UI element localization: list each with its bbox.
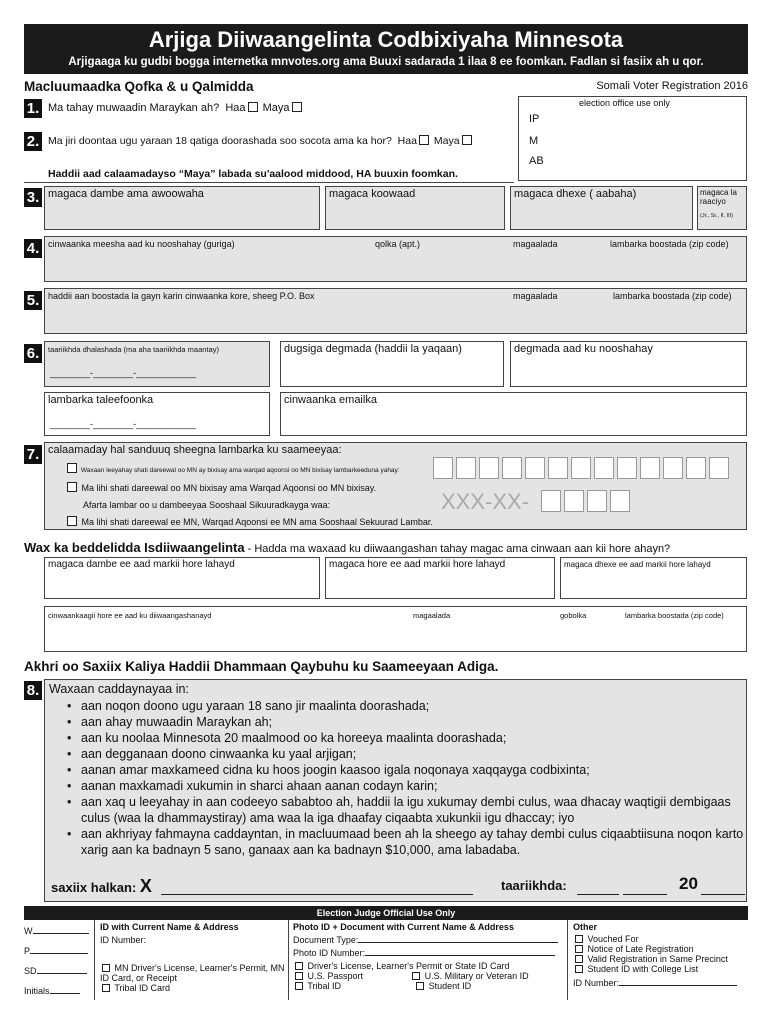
prev-middle-name-field[interactable]: [560, 557, 747, 599]
footer-col2: [293, 920, 563, 991]
oath-item: • aan noqon doono ugu yaraan 18 sano jir maalinta doorashada;: [45, 698, 745, 714]
oath-item: • aan degganaan doono cinwaanka ku yaal arjigan;: [45, 746, 745, 762]
form-subtitle: Arjigaaga ku gudbi bogga internetka mnvotes.org ama Buuxi sadarada 1 ilaa 8 ee foomkan. Fadlan si fasiix ah u qor.: [68, 56, 704, 68]
official-use-bar: Election Judge Official Use Only: [24, 906, 748, 920]
oath-item: • aan xaq u leeyahay in aan codeeyo sababtoo ah, haddii la igu xukumay dembi culus, waa dhacay waqtigii dembigaas culus (waa la dhammaystiray) ama waa la iga dhaafay ciqaabta xukunkii igu dhaccay; iyo: [45, 794, 745, 826]
mailing-zip-label: lambarka boostada (zip code): [613, 291, 732, 301]
oath-intro: Waxaan caddaynayaa in:: [49, 682, 189, 696]
col3-opt: Student ID with College List: [587, 964, 699, 974]
suffix-label: magaca la raaciyo: [700, 188, 737, 206]
id-option-1-text: Waxaan leeyahay shati dareewal oo MN ay bixisay ama warqad aqoonsi oo MN bixisay lambarkeeduna yahay:: [80, 467, 400, 474]
s6-number: 6.: [24, 344, 42, 363]
id-option-2-checkbox[interactable]: [67, 482, 77, 492]
col1-id: ID Number:: [100, 935, 147, 945]
prev-last-name-label: magaca dambe ee aad markii hore lahayd: [48, 559, 235, 570]
school-district-label: dugsiga degmada (haddii la yaqaan): [284, 343, 462, 355]
s3-number: 3.: [24, 188, 42, 207]
q2-no-checkbox[interactable]: [462, 135, 472, 145]
footer-divider: [288, 920, 289, 1000]
id-option-2: [65, 482, 376, 493]
phone-blank: ________-________-____________: [50, 419, 197, 429]
col1-title: ID with Current Name & Address: [100, 922, 239, 932]
q2-note: Haddii aad calaamadayso “Maya” labada su'aalood middood, HA buuxin foomkan.: [48, 168, 458, 180]
footer-col1: [100, 920, 286, 993]
col1-opt2: Tribal ID Card: [100, 983, 286, 993]
office-ab: AB: [529, 155, 544, 167]
col3-opt: Valid Registration in Same Precinct: [587, 954, 728, 964]
q2-number: 2.: [24, 132, 42, 151]
q2-text: Ma jiri doontaa ugu yaraan 18 qatiga doorashada soo socota ama ka hor?: [48, 135, 392, 147]
ssn-last4-boxes[interactable]: [541, 490, 633, 517]
zip-label: lambarka boostada (zip code): [610, 239, 729, 249]
s4-number: 4.: [24, 239, 42, 258]
date-label: taariikhda:: [501, 878, 567, 893]
s8-heading: Akhri oo Saxiix Kaliya Haddii Dhammaan Qaybuhu ku Saameeyaan Adiga.: [24, 659, 499, 674]
first-name-field[interactable]: [325, 186, 505, 230]
form-header: [24, 24, 748, 74]
office-use-box: [518, 96, 747, 181]
id-option-1-checkbox[interactable]: [67, 463, 77, 473]
mailing-address-label: haddii aan boostada la gayn karin cinwaanka kore, sheeg P.O. Box: [48, 291, 315, 301]
prev-address-label: cinwaankaagii hore ee aad ku diiwaangashanayd: [48, 611, 212, 620]
q2-question: [48, 135, 474, 147]
prev-state-label: gobolka: [560, 611, 587, 620]
prev-first-name-field[interactable]: [325, 557, 555, 599]
id-option-3-text: Ma lihi shati dareewal ee MN, Warqad Aqoonsi ee MN ama Sooshaal Sekuurad Lambar.: [81, 517, 433, 527]
q1-yes-checkbox[interactable]: [248, 102, 258, 112]
residence-address-field[interactable]: [44, 236, 747, 282]
q1-no-label: Maya: [262, 102, 290, 114]
footer-w: W: [24, 926, 92, 936]
q2-yes-label: Haa: [397, 135, 417, 147]
id-title: calaamaday hal sanduuq sheegna lambarka ku saameeyaa:: [48, 444, 342, 456]
first-name-label: magaca koowaad: [329, 188, 416, 200]
prev-city-label: magaalada: [413, 611, 451, 620]
county-field[interactable]: [510, 341, 747, 387]
date-month-line[interactable]: [577, 894, 619, 895]
prev-first-name-label: magaca hore ee aad markii hore lahayd: [329, 559, 506, 570]
form-title: Arjiga Diiwaangelinta Codbixiyaha Minnesota: [148, 27, 624, 52]
col3-title: Other: [573, 922, 598, 932]
id-option-1: [65, 463, 400, 474]
oath-item: • aan ahay muwaadin Maraykan ah;: [45, 714, 745, 730]
oath-list: [45, 698, 745, 858]
col3-opt: Notice of Late Registration: [587, 944, 694, 954]
prev-last-name-field[interactable]: [44, 557, 320, 599]
signature-x: X: [139, 876, 152, 896]
license-number-boxes[interactable]: [433, 457, 732, 484]
footer-col3: [573, 920, 749, 988]
date-day-line[interactable]: [623, 894, 667, 895]
signature-line[interactable]: [161, 894, 473, 895]
footer-divider: [567, 920, 568, 1000]
q1-text: Ma tahay muwaadin Maraykan ah?: [48, 102, 220, 114]
col2-opt1: Driver's License, Learner's Permit or State ID Card: [293, 961, 563, 971]
prev-registration-subtitle: - Hadda ma waxaad ku diiwaangashan tahay magac ama cinwaan aan kii hore ahayn?: [247, 543, 671, 555]
prev-registration-heading: [24, 540, 670, 555]
col2-photo: Photo ID Number:: [293, 948, 563, 958]
col3-id: ID Number:: [573, 978, 749, 988]
middle-name-label: magaca dhexe ( aabaha): [514, 188, 637, 200]
oath-item: • aanan maxkamadi xukumin in sharci ahaan aanan codayn karin;: [45, 778, 745, 794]
footer-initials: Initials: [24, 986, 92, 996]
prev-address-field[interactable]: [44, 606, 747, 652]
q2-divider: [24, 182, 514, 183]
col2-doc: Document Type:: [293, 935, 563, 945]
footer-p: P: [24, 946, 92, 956]
county-label: degmada aad ku nooshahay: [514, 343, 653, 355]
date-year-line[interactable]: [701, 894, 745, 895]
q2-yes-checkbox[interactable]: [419, 135, 429, 145]
phone-label: lambarka taleefoonka: [48, 394, 154, 406]
col2-opt4-5: Tribal ID Student ID: [293, 981, 563, 991]
col2-title: Photo ID + Document with Current Name & Address: [293, 922, 514, 932]
city-label: magaalada: [513, 239, 558, 249]
form-version: Somali Voter Registration 2016: [596, 80, 748, 92]
id-option-2b-text: Afarta lambar oo u dambeeyaa Sooshaal Sikuuradkayga waa:: [83, 500, 331, 510]
s5-number: 5.: [24, 291, 42, 310]
suffix-examples: (Jr., Sr., II, III): [700, 213, 734, 219]
q1-yes-label: Haa: [225, 102, 246, 114]
office-use-label: election office use only: [579, 98, 670, 108]
suffix-field[interactable]: [697, 186, 747, 230]
phone-field[interactable]: [44, 392, 270, 436]
q1-question: [48, 102, 304, 114]
oath-section: [44, 679, 747, 902]
footer-sd: SD: [24, 966, 92, 976]
signature-label: saxiix halkan:: [51, 880, 137, 895]
col3-opt: Vouched For: [587, 934, 639, 944]
prev-middle-name-label: magaca dhexe ee aad markii hore lahayd: [564, 560, 711, 569]
q1-no-checkbox[interactable]: [292, 102, 302, 112]
residence-address-label: cinwaanka meesha aad ku nooshahay (guriga): [48, 239, 235, 249]
oath-item: • aan akhriyay fahmayna caddayntan, in macluumaad been ah la sheego ay tahay dembi culus ciqaabtiisuna noqon karto xarig aan ka badnayn 5 sano, ganaax aan ka badnayn $10,000, ama labadaba.: [45, 826, 745, 858]
date-year-prefix: 20: [679, 874, 698, 893]
dob-label: taariikhda dhalashada (ma aha taariikhda maantay): [48, 345, 219, 354]
id-option-3-checkbox[interactable]: [67, 516, 77, 526]
email-field[interactable]: [280, 392, 747, 436]
last-name-label: magaca dambe ama awoowaha: [48, 188, 204, 200]
prev-registration-title: Wax ka beddelidda Isdiiwaangelinta: [24, 540, 245, 555]
id-option-2-text: Ma lihi shati dareewal oo MN bixisay ama Warqad Aqoonsi oo MN bixisay.: [81, 483, 377, 493]
apt-label: qolka (apt.): [375, 239, 421, 249]
s7-number: 7.: [24, 445, 42, 464]
email-label: cinwaanka emailka: [284, 394, 377, 406]
s8-number: 8.: [24, 681, 42, 700]
oath-item: • aanan amar maxkameed cidna ku hoos joogin kaasoo igala noqonaya xaqqayga codbixinta;: [45, 762, 745, 778]
q1-number: 1.: [24, 99, 42, 118]
mailing-address-field[interactable]: [44, 288, 747, 334]
mailing-city-label: magaalada: [513, 291, 558, 301]
last-name-field[interactable]: [44, 186, 320, 230]
col2-opt2-3: U.S. Passport U.S. Military or Veteran ID: [293, 971, 563, 981]
dob-blank: ________-________-____________: [50, 368, 197, 378]
col1-opt1: MN Driver's License, Learner's Permit, MN ID Card, or Receipt: [100, 963, 285, 983]
personal-section-title: Macluumaadka Qofka & u Qalmidda: [24, 79, 254, 94]
footer-left: [24, 920, 92, 996]
ssn-prefix: XXX-XX-: [441, 489, 530, 514]
dob-field[interactable]: [44, 341, 270, 387]
prev-zip-label: lambarka boostada (zip code): [625, 611, 724, 620]
id-option-3: [65, 516, 433, 527]
office-ip: IP: [529, 113, 540, 125]
oath-item: • aan ku noolaa Minnesota 20 maalmood oo ka horeeya maalinta doorashada;: [45, 730, 745, 746]
signature-row: [51, 876, 152, 897]
office-m: M: [529, 135, 539, 147]
footer-divider: [94, 920, 95, 1000]
q2-no-label: Maya: [433, 135, 460, 147]
middle-name-field[interactable]: [510, 186, 693, 230]
id-section: [44, 442, 747, 530]
school-district-field[interactable]: [280, 341, 504, 387]
